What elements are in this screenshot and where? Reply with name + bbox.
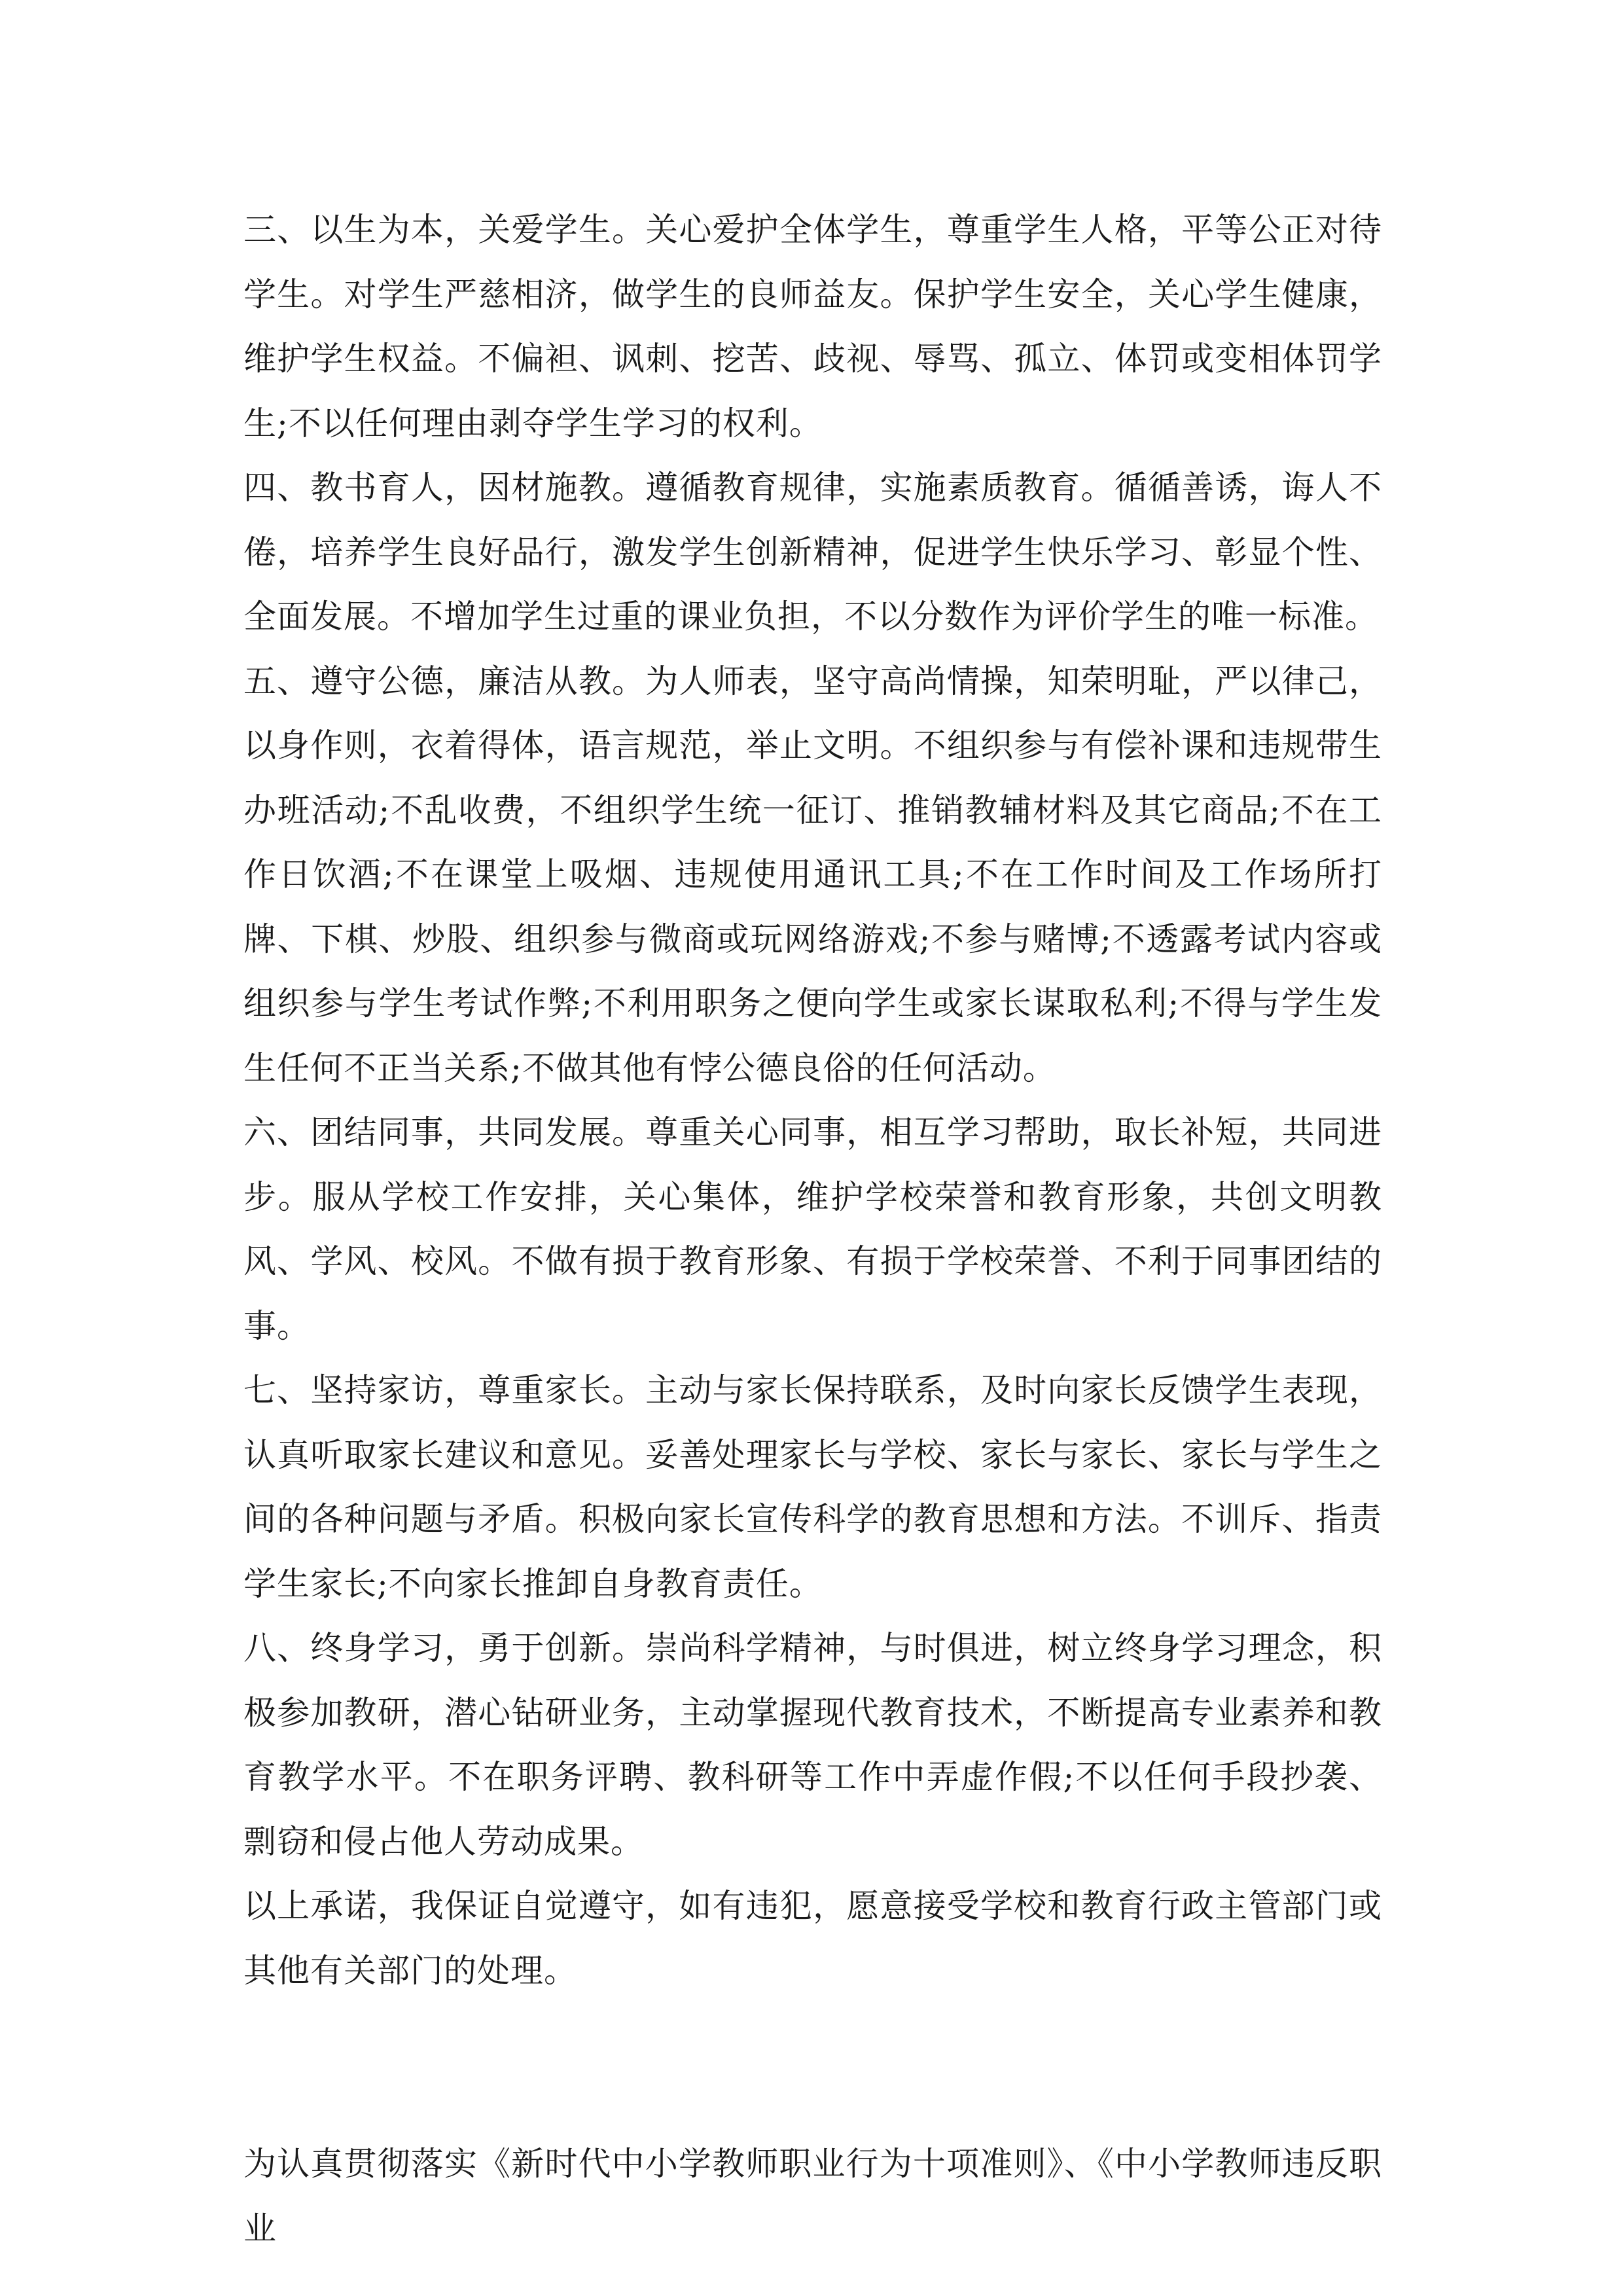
paragraph-principle-5: 五、遵守公德，廉洁从教。为人师表，坚守高尚情操，知荣明耻，严以律己，以身作则，衣着得体，语言规范，举止文明。不组织参与有偿补课和违规带生办班活动;不乱收费，不组织学生统一征订、推销教辅材料及其它商品;不在工作日饮酒;不在课堂上吸烟、违规使用通讯工具;不在工作时间及工作场所打牌、下棋、炒股、组织参与微商或玩网络游戏;不参与赌博;不透露考试内容或组织参与学生考试作弊;不利用职务之便向学生或家长谋取私利;不得与学生发生任何不正当关系;不做其他有悖公德良俗的任何活动。: [243, 662, 1382, 1087]
paragraph-trailing: 为认真贯彻落实《新时代中小学教师职业行为十项准则》、《中小学教师违反职业: [243, 2145, 1382, 2248]
paragraph-spacer: [243, 2003, 1382, 2132]
paragraph-principle-6: 六、团结同事，共同发展。尊重关心同事，相互学习帮助，取长补短，共同进步。服从学校工作安排，关心集体，维护学校荣誉和教育形象，共创文明教风、学风、校风。不做有损于教育形象、有损于学校荣誉、不利于同事团结的事。: [243, 1113, 1382, 1345]
paragraph-principle-7: 七、坚持家访，尊重家长。主动与家长保持联系，及时向家长反馈学生表现，认真听取家长建议和意见。妥善处理家长与学校、家长与家长、家长与学生之间的各种问题与矛盾。积极向家长宣传科学的教育思想和方法。不训斥、指责学生家长;不向家长推卸自身教育责任。: [243, 1371, 1382, 1603]
paragraph-principle-4: 四、教书育人，因材施教。遵循教育规律，实施素质教育。循循善诱，诲人不倦，培养学生良好品行，激发学生创新精神，促进学生快乐学习、彰显个性、全面发展。不增加学生过重的课业负担，不以分数作为评价学生的唯一标准。: [243, 469, 1382, 636]
paragraph-principle-8: 八、终身学习，勇于创新。崇尚科学精神，与时俱进，树立终身学习理念，积极参加教研，潜心钻研业务，主动掌握现代教育技术，不断提高专业素养和教育教学水平。不在职务评聘、教科研等工作中弄虚作假;不以任何手段抄袭、剽窃和侵占他人劳动成果。: [243, 1629, 1382, 1861]
paragraph-principle-3: 三、以生为本，关爱学生。关心爱护全体学生，尊重学生人格，平等公正对待学生。对学生严慈相济，做学生的良师益友。保护学生安全，关心学生健康，维护学生权益。不偏袒、讽刺、挖苦、歧视、辱骂、孤立、体罚或变相体罚学生;不以任何理由剥夺学生学习的权利。: [243, 211, 1382, 442]
document-body: [243, 198, 1382, 2261]
paragraph-pledge-statement: 以上承诺，我保证自觉遵守，如有违犯，愿意接受学校和教育行政主管部门或其他有关部门的处理。: [243, 1887, 1382, 1990]
